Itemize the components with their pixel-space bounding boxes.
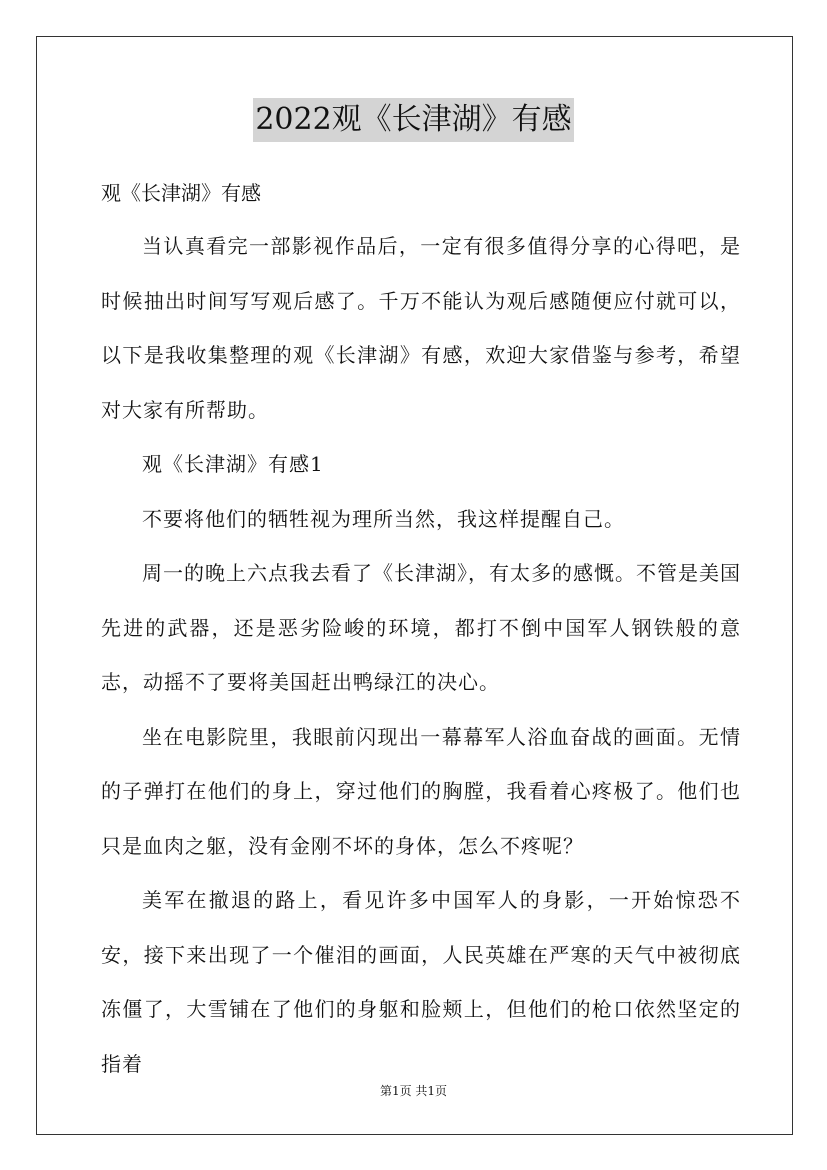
paragraph: 美军在撤退的路上，看见许多中国军人的身影，一开始惊恐不安，接下来出现了一个催泪的画面，人民英雄在严寒的天气中被彻底冻僵了，大雪铺在了他们的身躯和脸颊上，但他们的枪口依然坚定的指着 bbox=[101, 888, 741, 1076]
paragraph: 周一的晚上六点我去看了《长津湖》，有太多的感慨。不管是美国先进的武器，还是恶劣险峻的环境，都打不倒中国军人钢铁般的意志，动摇不了要将美国赶出鸭绿江的决心。 bbox=[101, 561, 741, 694]
document-title: 2022观《长津湖》有感 bbox=[253, 98, 573, 142]
page-footer bbox=[0, 1082, 827, 1100]
paragraph: 坐在电影院里，我眼前闪现出一幕幕军人浴血奋战的画面。无情的子弹打在他们的身上，穿过他们的胸膛，我看着心疼极了。他们也只是血肉之躯，没有金刚不坏的身体，怎么不疼呢？ bbox=[101, 724, 741, 858]
paragraph: 不要将他们的牺牲视为理所当然，我这样提醒自己。 bbox=[142, 506, 625, 531]
paragraph-intro: 当认真看完一部影视作品后，一定有很多值得分享的心得吧，是时候抽出时间写写观后感了。千万不能认为观后感随便应付就可以，以下是我收集整理的观《长津湖》有感，欢迎大家借鉴与参考，希望对大家有所帮助。 bbox=[101, 234, 741, 422]
page-number: 第1页 共1页 bbox=[379, 1084, 448, 1098]
document-body bbox=[101, 167, 741, 1091]
document-subtitle: 观《长津湖》有感 bbox=[101, 181, 261, 205]
title-container bbox=[0, 98, 827, 142]
section-heading: 观《长津湖》有感1 bbox=[142, 452, 324, 476]
